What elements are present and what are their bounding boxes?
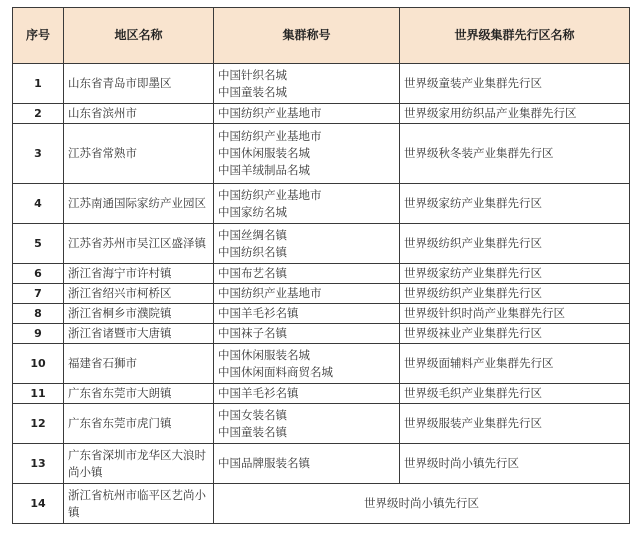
region-name: 山东省滨州市: [64, 104, 214, 124]
table-row: [13, 184, 630, 224]
row-number: 11: [13, 384, 64, 404]
header-zone: 世界级集群先行区名称: [400, 8, 630, 64]
cluster-titles: [214, 64, 400, 104]
header-names: 集群称号: [214, 8, 400, 64]
table-row: [13, 224, 630, 264]
cluster-title: 中国家纺名城: [218, 204, 287, 219]
cluster-titles: [214, 324, 400, 344]
region-name: 福建省石狮市: [64, 344, 214, 384]
cluster-titles: [214, 284, 400, 304]
cluster-title: 中国羊毛衫名镇: [218, 386, 299, 400]
cluster-title: 中国休闲面料商贸名城: [218, 364, 333, 379]
table-row: [13, 304, 630, 324]
zone-name: 世界级秋冬装产业集群先行区: [400, 124, 630, 184]
cluster-titles: [214, 344, 400, 384]
region-name: 山东省青岛市即墨区: [64, 64, 214, 104]
cluster-titles: [214, 184, 400, 224]
cluster-title: 中国童装名城: [218, 84, 287, 99]
region-name: 广东省东莞市虎门镇: [64, 404, 214, 444]
row-number: 10: [13, 344, 64, 384]
row-number: 7: [13, 284, 64, 304]
cluster-title: 中国纺织产业基地市: [218, 106, 322, 120]
region-name: 浙江省绍兴市柯桥区: [64, 284, 214, 304]
table-row: [13, 344, 630, 384]
cluster-title: 中国休闲服装名城: [218, 347, 310, 362]
zone-name: 世界级家纺产业集群先行区: [400, 184, 630, 224]
header-num: 序号: [13, 8, 64, 64]
row-number: 4: [13, 184, 64, 224]
cluster-table: [12, 7, 630, 524]
region-name: 浙江省诸暨市大唐镇: [64, 324, 214, 344]
region-name: 江苏省常熟市: [64, 124, 214, 184]
table-row: [13, 444, 630, 484]
table-row: [13, 324, 630, 344]
table-row: [13, 124, 630, 184]
zone-name: 世界级服装产业集群先行区: [400, 404, 630, 444]
region-name: 浙江省桐乡市濮院镇: [64, 304, 214, 324]
table-row: [13, 404, 630, 444]
cluster-titles: [214, 444, 400, 484]
header-region: 地区名称: [64, 8, 214, 64]
row-number: 6: [13, 264, 64, 284]
row-number: 9: [13, 324, 64, 344]
region-name: 广东省东莞市大朗镇: [64, 384, 214, 404]
cluster-titles: [214, 224, 400, 264]
zone-name: 世界级童装产业集群先行区: [400, 64, 630, 104]
cluster-title: 中国纺织产业基地市: [218, 129, 322, 143]
region-name: 浙江省杭州市临平区艺尚小镇: [64, 484, 214, 524]
table-row: [13, 484, 630, 524]
zone-name-merged: 世界级时尚小镇先行区: [214, 484, 630, 524]
cluster-titles: [214, 104, 400, 124]
zone-name: 世界级家用纺织品产业集群先行区: [400, 104, 630, 124]
zone-name: 世界级纺织产业集群先行区: [400, 284, 630, 304]
region-name: 广东省深圳市龙华区大浪时尚小镇: [64, 444, 214, 484]
cluster-title: 中国布艺名镇: [218, 266, 287, 280]
cluster-titles: [214, 304, 400, 324]
table-row: [13, 264, 630, 284]
table-row: [13, 64, 630, 104]
region-name: 浙江省海宁市许村镇: [64, 264, 214, 284]
cluster-title: 中国女装名镇: [218, 407, 287, 422]
row-number: 1: [13, 64, 64, 104]
cluster-title: 中国品牌服装名镇: [218, 456, 310, 470]
cluster-title: 中国羊毛衫名镇: [218, 306, 299, 320]
cluster-titles: [214, 264, 400, 284]
cluster-titles: [214, 404, 400, 444]
table-row: [13, 284, 630, 304]
cluster-title: 中国丝绸名镇: [218, 227, 287, 242]
row-number: 2: [13, 104, 64, 124]
cluster-title: 中国针织名城: [218, 67, 287, 82]
zone-name: 世界级时尚小镇先行区: [400, 444, 630, 484]
cluster-title: 中国纺织产业基地市: [218, 286, 322, 300]
cluster-title: 中国袜子名镇: [218, 326, 287, 340]
row-number: 13: [13, 444, 64, 484]
row-number: 5: [13, 224, 64, 264]
zone-name: 世界级毛织产业集群先行区: [400, 384, 630, 404]
cluster-title: 中国纺织产业基地市: [218, 187, 322, 202]
row-number: 12: [13, 404, 64, 444]
zone-name: 世界级纺织产业集群先行区: [400, 224, 630, 264]
table-body: [13, 64, 630, 524]
zone-name: 世界级面辅料产业集群先行区: [400, 344, 630, 384]
cluster-titles: [214, 384, 400, 404]
zone-name: 世界级家纺产业集群先行区: [400, 264, 630, 284]
region-name: 江苏南通国际家纺产业园区: [64, 184, 214, 224]
cluster-title: 中国休闲服装名城: [218, 146, 310, 160]
row-number: 14: [13, 484, 64, 524]
table-row: [13, 104, 630, 124]
row-number: 8: [13, 304, 64, 324]
cluster-titles: [214, 124, 400, 184]
zone-name: 世界级袜业产业集群先行区: [400, 324, 630, 344]
region-name: 江苏省苏州市吴江区盛泽镇: [64, 224, 214, 264]
zone-name: 世界级针织时尚产业集群先行区: [400, 304, 630, 324]
cluster-title: 中国童装名镇: [218, 424, 287, 439]
table-row: [13, 384, 630, 404]
header-row: [13, 8, 630, 64]
row-number: 3: [13, 124, 64, 184]
cluster-title: 中国羊绒制品名城: [218, 163, 310, 177]
cluster-title: 中国纺织名镇: [218, 244, 287, 259]
